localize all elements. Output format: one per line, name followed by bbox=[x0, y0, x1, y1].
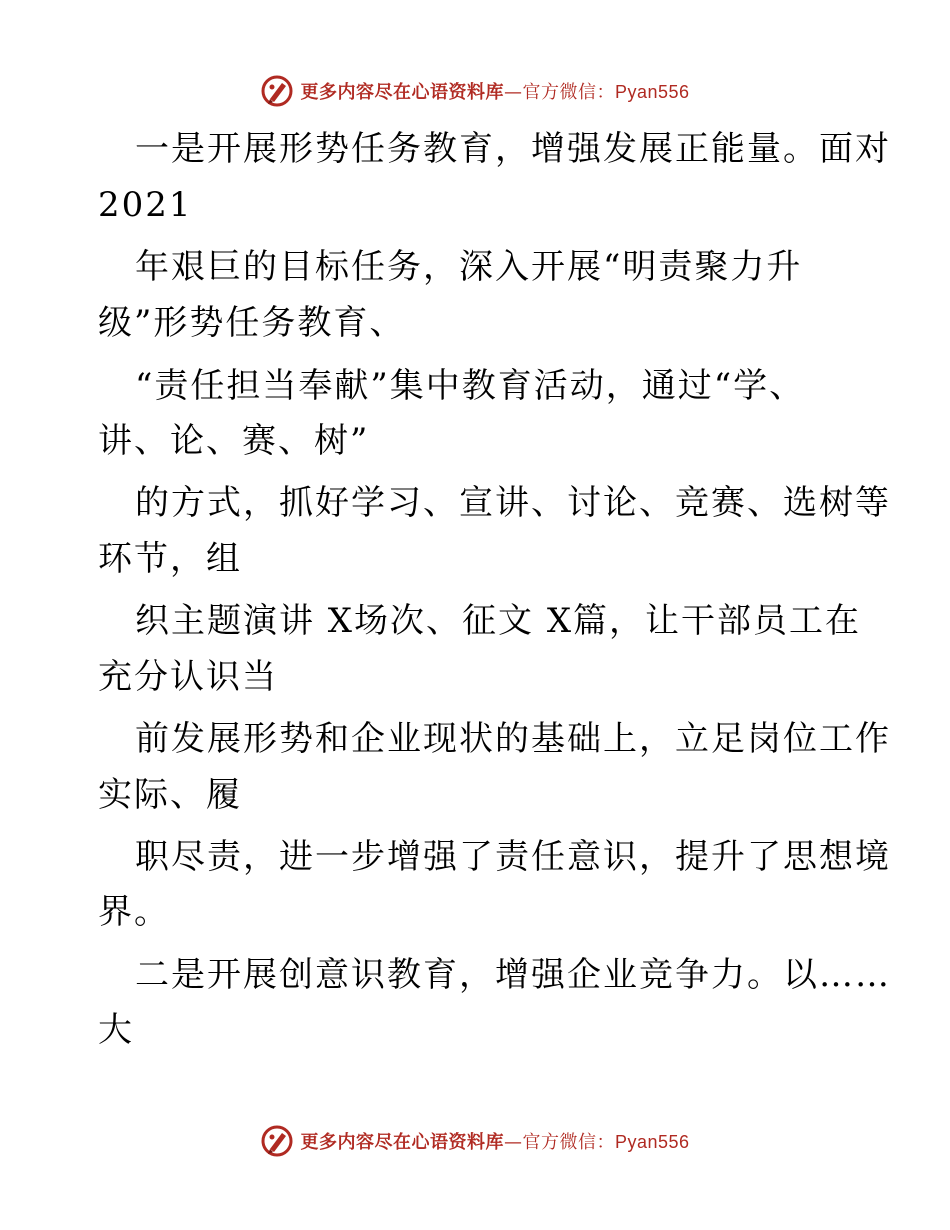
footer-text bbox=[300, 1128, 689, 1154]
footer-wechat-id: Pyan556 bbox=[614, 1132, 690, 1152]
body-line: 的方式，抓好学习、宣讲、讨论、竞赛、选树等 bbox=[135, 483, 891, 523]
header-dash: — bbox=[503, 82, 523, 103]
body-line: 织主题演讲 X场次、征文 X篇，让干部员工在 bbox=[135, 601, 862, 641]
body-line: 前发展形势和企业现状的基础上，立足岗位工作 bbox=[135, 719, 891, 759]
footer-banner bbox=[0, 1121, 950, 1161]
footer-dash: — bbox=[503, 1132, 523, 1153]
body-line: 环节，组 bbox=[98, 539, 242, 579]
body-line: 2021 bbox=[98, 185, 193, 225]
header-lead-text: 更多内容尽在心语资料库 bbox=[300, 82, 504, 103]
footer-label: 官方微信： bbox=[522, 1132, 615, 1153]
body-line: “责任担当奉献”集中教育活动，通过“学、 bbox=[135, 366, 806, 406]
pen-logo-icon bbox=[260, 74, 294, 108]
body-line: 实际、履 bbox=[98, 775, 242, 815]
body-line: 职尽责，进一步增强了责任意识，提升了思想境 bbox=[135, 837, 891, 877]
body-line: 充分认识当 bbox=[98, 657, 278, 697]
body-line: 级”形势任务教育、 bbox=[98, 303, 406, 343]
pen-logo-icon bbox=[260, 1124, 294, 1158]
body-line: 二是开展创意识教育，增强企业竞争力。以…… bbox=[135, 955, 891, 995]
body-line: 一是开展形势任务教育，增强发展正能量。面对 bbox=[135, 129, 891, 169]
header-label: 官方微信： bbox=[522, 82, 615, 103]
body-line: 年艰巨的目标任务，深入开展“明责聚力升 bbox=[135, 247, 803, 287]
header-text bbox=[300, 78, 689, 104]
footer-lead-text: 更多内容尽在心语资料库 bbox=[300, 1132, 504, 1153]
body-line: 大 bbox=[98, 1010, 134, 1050]
header-wechat-id: Pyan556 bbox=[614, 82, 690, 102]
header-banner-inner bbox=[260, 74, 689, 108]
body-line: 讲、论、赛、树” bbox=[98, 421, 370, 461]
body-line: 界。 bbox=[98, 892, 170, 932]
header-banner bbox=[0, 71, 950, 111]
footer-banner-inner bbox=[260, 1124, 689, 1158]
